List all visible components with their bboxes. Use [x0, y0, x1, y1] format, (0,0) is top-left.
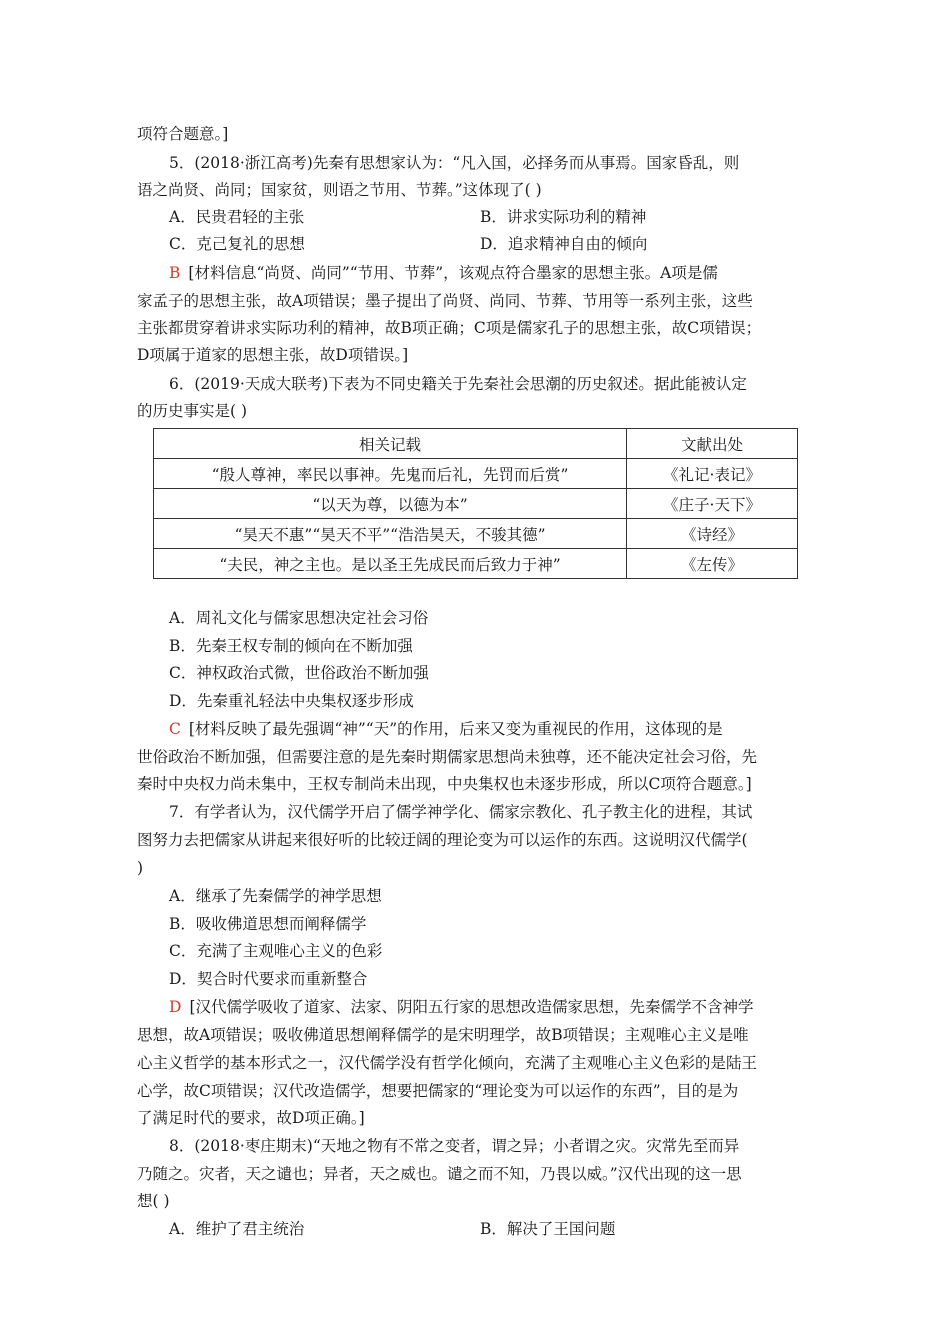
- q7-explanation-line: 心学，故C项错误；汉代改造儒学，想要把儒家的“理论变为可以运作的东西”，目的是为: [137, 1082, 739, 1100]
- q5-options-row: [169, 234, 849, 254]
- q7-stem-line: 7．有学者认为，汉代儒学开启了儒学神学化、儒家宗教化、孔子教主化的进程，其试: [169, 803, 753, 821]
- q5-option-a: A．民贵君轻的主张: [169, 208, 305, 226]
- source-table: [153, 428, 798, 579]
- q5-option-d: D．追求精神自由的倾向: [480, 235, 648, 253]
- table-cell-record: “夫民，神之主也。是以圣王先成民而后致力于神”: [154, 549, 627, 579]
- table-row: [154, 489, 798, 519]
- q5-stem-line: 语之尚贤、尚同；国家贫，则语之节用、节葬。”这体现了( ): [137, 181, 542, 199]
- q7-option-b: B．吸收佛道思想而阐释儒学: [169, 915, 367, 933]
- q8-option-a: A．维护了君主统治: [169, 1220, 305, 1238]
- table-header-cell: 文献出处: [627, 429, 798, 459]
- q6-stem-line: 的历史事实是( ): [137, 402, 248, 420]
- table-row: [154, 459, 798, 489]
- table-cell-source: 《礼记·表记》: [627, 459, 798, 489]
- table-cell-record: “殷人尊神，率民以事神。先鬼而后礼，先罚而后赏”: [154, 459, 627, 489]
- q6-answer-letter: C: [169, 720, 181, 738]
- q7-option-d: D．契合时代要求而重新整合: [169, 970, 368, 988]
- table-header-row: [154, 429, 798, 459]
- q8-option-b: B．解决了王国问题: [480, 1220, 616, 1238]
- q8-stem-line: 8．(2018·枣庄期末)“天地之物有不常之变者，谓之异；小者谓之灾。灾常先至而异: [169, 1137, 740, 1155]
- q7-option-a: A．继承了先秦儒学的神学思想: [169, 887, 382, 905]
- table-cell-record: “昊天不惠”“昊天不平”“浩浩昊天，不骏其德”: [154, 519, 627, 549]
- q7-answer-letter: D: [169, 998, 182, 1016]
- q8-stem-line: 想( ): [137, 1192, 170, 1210]
- table-row: [154, 519, 798, 549]
- q7-stem-line: ): [137, 859, 144, 877]
- q4-explanation-tail: 项符合题意。]: [137, 125, 229, 143]
- q5-answer-letter: B: [169, 264, 181, 282]
- q8-options-row: [169, 1219, 849, 1239]
- q5-option-b: B．讲求实际功利的精神: [480, 208, 647, 226]
- q6-explanation-line: 秦时中央权力尚未集中，王权专制尚未出现，中央集权也未逐步形成，所以C项符合题意。]: [137, 775, 752, 793]
- q7-option-c: C．充满了主观唯心主义的色彩: [169, 942, 383, 960]
- q5-explanation-line: [169, 263, 849, 283]
- table-row: [154, 549, 798, 579]
- q7-explanation-line: [169, 997, 849, 1017]
- q8-stem-line: 乃随之。灾者，天之谴也；异者，天之威也。谴之而不知，乃畏以威。”汉代出现的这一思: [137, 1165, 742, 1183]
- q5-option-c: C．克己复礼的思想: [169, 235, 305, 253]
- q7-explanation-line: 思想，故A项错误；吸收佛道思想阐释儒学的是宋明理学，故B项错误；主观唯心主义是唯: [137, 1026, 749, 1044]
- q5-explanation-line: 家孟子的思想主张，故A项错误；墨子提出了尚贤、尚同、节葬、节用等一系列主张，这些: [137, 292, 753, 310]
- q5-explanation-line: 主张都贯穿着讲求实际功利的精神，故B项正确；C项是儒家孔子的思想主张，故C项错误；: [137, 319, 762, 337]
- q6-option-a: A．周礼文化与儒家思想决定社会习俗: [169, 609, 429, 627]
- q5-stem-line: 5．(2018·浙江高考)先秦有思想家认为：“凡入国，必择务而从事焉。国家昏乱，则: [169, 154, 740, 172]
- q7-stem-line: 图努力去把儒家从讲起来很好听的比较迂阔的理论变为可以运作的东西。这说明汉代儒学(: [137, 831, 748, 849]
- q6-option-b: B．先秦王权专制的倾向在不断加强: [169, 637, 413, 655]
- q7-explanation-line: 心主义哲学的基本形式之一，汉代儒学没有哲学化倾向，充满了主观唯心主义色彩的是陆王: [137, 1054, 758, 1072]
- q7-explanation-line: 了满足时代的要求，故D项正确。]: [137, 1109, 365, 1127]
- table-header-cell: 相关记载: [154, 429, 627, 459]
- q6-explanation-line: 世俗政治不断加强，但需要注意的是先秦时期儒家思想尚未独尊，还不能决定社会习俗，先: [137, 748, 758, 766]
- q6-option-c: C．神权政治式微，世俗政治不断加强: [169, 664, 429, 682]
- table-cell-source: 《庄子·天下》: [627, 489, 798, 519]
- q6-stem-line: 6．(2019·天成大联考)下表为不同史籍关于先秦社会思潮的历史叙述。据此能被认定: [169, 375, 747, 393]
- q5-options-row: [169, 207, 849, 227]
- q6-explanation-line: [169, 719, 849, 739]
- q5-explanation-text: [材料信息“尚贤、尚同”“节用、节葬”，该观点符合墨家的思想主张。A项是儒: [188, 264, 718, 282]
- table-cell-record: “以天为尊，以德为本”: [154, 489, 627, 519]
- table-cell-source: 《诗经》: [627, 519, 798, 549]
- q6-option-d: D．先秦重礼轻法中央集权逐步形成: [169, 692, 414, 710]
- q7-explanation-text: [汉代儒学吸收了道家、法家、阴阳五行家的思想改造儒家思想，先秦儒学不含神学: [189, 998, 754, 1016]
- q5-explanation-line: D项属于道家的思想主张，故D项错误。]: [137, 346, 409, 364]
- q6-explanation-text: [材料反映了最先强调“神”“天”的作用，后来又变为重视民的作用，这体现的是: [188, 720, 723, 738]
- table-cell-source: 《左传》: [627, 549, 798, 579]
